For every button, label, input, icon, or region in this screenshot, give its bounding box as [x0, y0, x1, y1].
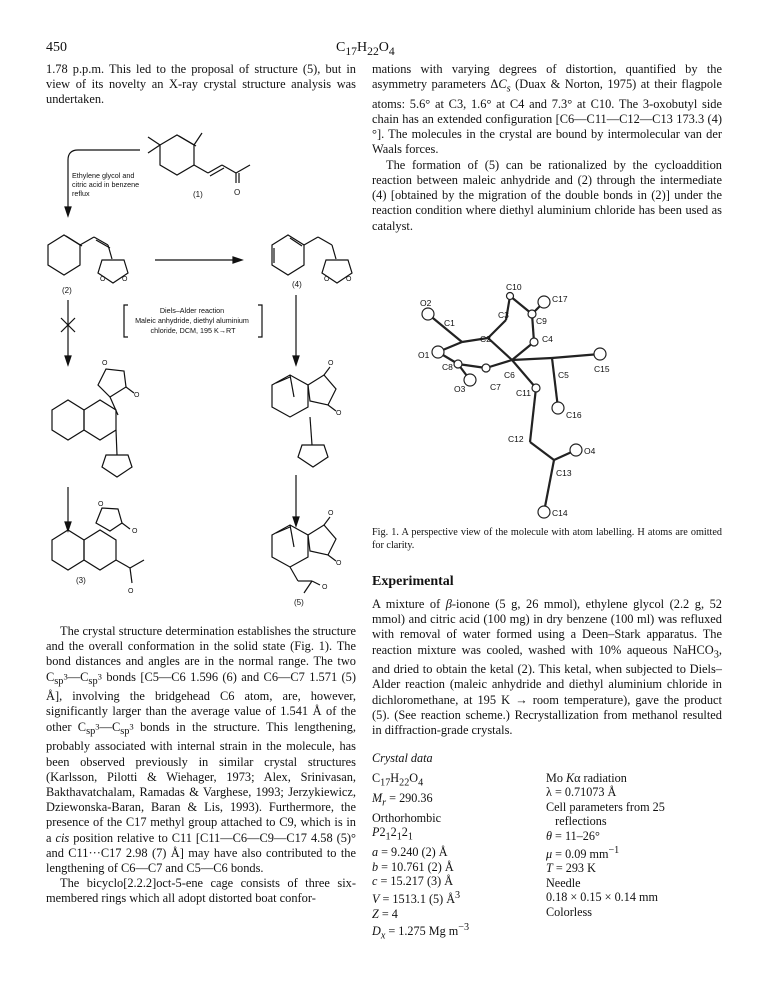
carbonyl-o-3a: O [98, 501, 104, 508]
compound-4-structure [272, 235, 352, 283]
crystal-data-section [372, 751, 732, 944]
atom-label-o4: O4 [584, 446, 596, 456]
atom-label-c6: C6 [504, 370, 515, 380]
crystal-b: b = 10.761 (2) Å [372, 859, 454, 874]
crystal-theta: θ = 11–26° [546, 828, 600, 843]
crystal-c: c = 15.217 (3) Å [372, 874, 454, 889]
experimental-section [372, 574, 722, 738]
right-paragraph-2: The formation of (5) can be rationalized by the cycloaddition reaction between maleic anhydride and (2) through the intermediate (4) [obtained by the migration of the double bonds in (2)] under the reaction condition where diethyl aluminium chloride has been used as catalyst. [372, 157, 722, 233]
atom-label-c8: C8 [442, 362, 453, 372]
left-intro-paragraph [46, 62, 356, 108]
atom-label-c17: C17 [552, 294, 568, 304]
crystal-data-right-column [546, 771, 665, 945]
crystal-color: Colorless [546, 905, 593, 919]
compound-3-structure [52, 508, 144, 583]
atom-label-c16: C16 [566, 410, 582, 420]
compound-label-2: (2) [62, 286, 72, 295]
atom-label-o3: O3 [454, 384, 466, 394]
crystal-system: Orthorhombic [372, 810, 442, 825]
crystal-z: Z = 4 [372, 906, 398, 921]
crystal-v: V = 1513.1 (5) $Å^3$ [372, 890, 461, 907]
intro-text: 1.78 p.p.m. This led to the proposal of structure (5), but in view of its novelty an X-ray crystal structure analysis was undertaken. [46, 62, 356, 107]
atom-label-c11: C11 [516, 388, 531, 398]
reaction-scheme [40, 115, 370, 610]
atom-label-o1: O1 [418, 350, 430, 360]
left-discussion-column [46, 624, 356, 907]
compound-5-structure [272, 517, 336, 593]
carbonyl-o-left-a: O [102, 360, 108, 367]
carbonyl-o-left-b: O [134, 392, 140, 399]
crystal-temperature: T = 293 K [546, 861, 596, 876]
left-adduct-structure [52, 369, 134, 477]
compound-label-3: (3) [76, 576, 86, 585]
ortep-atom-labels [418, 282, 610, 518]
crystal-dx: $D_x = 1.275$ Mg $m^{-3}$ [372, 922, 470, 942]
crystal-size: 0.18 × 0.15 × 0.14 mm [546, 890, 658, 905]
diels-alder-conditions: Diels–Alder reaction Maleic anhydride, diethyl aluminium chloride, DCM, 195 K→RT [135, 306, 249, 335]
carbonyl-o-3c: O [128, 588, 134, 595]
carbonyl-o-5a: O [328, 510, 334, 517]
crystal-data-table [372, 771, 732, 945]
discussion-paragraph-1: The crystal structure determination establishes the structure and the overall conformation in the solid state (Fig. 1). The bond distances and angles are in the normal range. The two $C_{sp^3}—C_{sp^3}$ bonds [C5—C6 1.596 (6) and C6—C7 1.571 (5) Å], involving the bridgehead C6 atom, are, however, significantly larger than the average value of 1.541 Å of the other $C_{sp^3}—C_{sp^3}$ bonds in the structure. This lengthening, probably associated with internal strain in the molecule, has been observed previously in similar crystal structures (Karlsson, Pilotti & Wiehager, 1973; Alex, Srinivasan, Bakthavatchalam, Ramadas & Varghese, 1993; Jerzykiewicz, Dziewonska-Baran, Baran & Lis, 1993). Furthermore, the presence of the C17 methyl group attached to C9, which is in a cis position relative to C11 [C11—C6—C9—C17 4.58 (5)° and C11···C17 2.98 (7) Å] may have also contributed to the lengthening of C6—C7 and C5—C6 bonds. [46, 624, 357, 875]
ortep-figure [410, 280, 630, 522]
atom-label-c4: C4 [542, 334, 553, 344]
atom-label-o2: O2 [420, 298, 432, 308]
discussion-paragraph-2: The bicyclo[2.2.2]oct-5-ene cage consists of three six-membered rings which all adopt distorted boat confor- [46, 876, 356, 906]
crystal-formula: $C_{17}H_{22}O_4$ [372, 770, 424, 789]
ketal-o-2b: O [122, 276, 128, 283]
crystal-cell-params: Cell parameters from 25 [546, 799, 665, 814]
atom-label-c14: C14 [552, 508, 568, 518]
crystal-mu: μ = 0.09 $mm^{-1}$ [546, 844, 620, 861]
experimental-heading: Experimental [372, 574, 454, 589]
crystal-wavelength: λ = 0.71073 Å [546, 785, 617, 800]
atom-label-c5: C5 [558, 370, 569, 380]
atom-label-c3: C3 [498, 310, 509, 320]
oxygen-label-1: O [234, 188, 241, 197]
conditions-bracket-left [124, 305, 128, 337]
carbonyl-o-5b: O [336, 560, 342, 567]
crystal-reflections: reflections [546, 814, 607, 829]
atom-label-c1: C1 [444, 318, 455, 328]
page-number: 450 [46, 40, 67, 55]
compound-1-structure [148, 133, 250, 183]
atom-label-c7: C7 [490, 382, 501, 392]
atom-label-c2: C2 [480, 334, 491, 344]
compound-label-5: (5) [294, 598, 304, 607]
right-discussion-column [372, 62, 722, 234]
crystal-radiation: Mo Kα radiation [546, 770, 627, 785]
ketal-o-4b: O [346, 276, 352, 283]
reflux-conditions: Ethylene glycol and citric acid in benzene reflux [72, 171, 140, 198]
compound-label-4: (4) [292, 280, 302, 289]
crystal-mr: $M_r = 290.36$ [372, 790, 433, 809]
experimental-paragraph: A mixture of β-ionone (5 g, 26 mmol), ethylene glycol (2.2 g, 52 mmol) and citric acid (100 mg) in dry benzene (100 ml) was refluxed with removal of water formed using a Deen–Stark apparatus. The reaction mixture was cooled, washed with 10% aqueous NaHCO$_3$, and dried to obtain the ketal (2). This ketal, when subjected to Diels–Alder reaction (maleic anhydride and diethyl aluminium chloride in dichloromethane, at 195 K → room temperature), gave the product (5). (See reaction scheme.) Recrystallization from methanol resulted in diffraction-grade crystals. [372, 597, 723, 738]
atom-label-c9: C9 [536, 316, 547, 326]
right-adduct-structure [272, 367, 336, 467]
right-paragraph-1: mations with varying degrees of distortion, quantified by the asymmetry parameters $\Delta C_s$ (Duax & Norton, 1975) at their flagpole atoms: 5.6° at C3, 1.6° at C4 and 7.3° at C10. The 3-oxobutyl side chain has an extended configuration [C6—C11—C12—C13 173.3 (4)°]. The molecules in the crystal are bound by intermolecular van der Waals forces. [372, 62, 722, 157]
compound-label-1: (1) [193, 190, 203, 199]
running-formula: $C_{17}H_{22}O_4$ [336, 40, 395, 58]
atom-label-c15: C15 [594, 364, 610, 374]
carbonyl-o-3b: O [132, 528, 138, 535]
atom-label-c10: C10 [506, 282, 522, 292]
crystal-shape: Needle [546, 875, 581, 890]
atom-label-c13: C13 [556, 468, 572, 478]
crystal-data-heading: Crystal data [372, 751, 433, 765]
figure-caption: Fig. 1. A perspective view of the molecule with atom labelling. H atoms are omitted for clarity. [372, 527, 722, 551]
crystal-space-group: $P2_12_12_1$ [372, 825, 413, 843]
atom-label-c12: C12 [508, 434, 524, 444]
crystal-a: a = 9.240 (2) Å [372, 845, 448, 860]
compound-2-structure [48, 235, 128, 283]
ketal-o-4a: O [324, 276, 330, 283]
ketal-o-2a: O [100, 276, 106, 283]
carbonyl-o-right-b: O [336, 410, 342, 417]
crystal-data-left-column [372, 771, 546, 945]
conditions-bracket-right [258, 305, 262, 337]
carbonyl-o-right-a: O [328, 360, 334, 367]
ortep-bonds [428, 296, 600, 512]
carbonyl-o-5c: O [322, 584, 328, 591]
